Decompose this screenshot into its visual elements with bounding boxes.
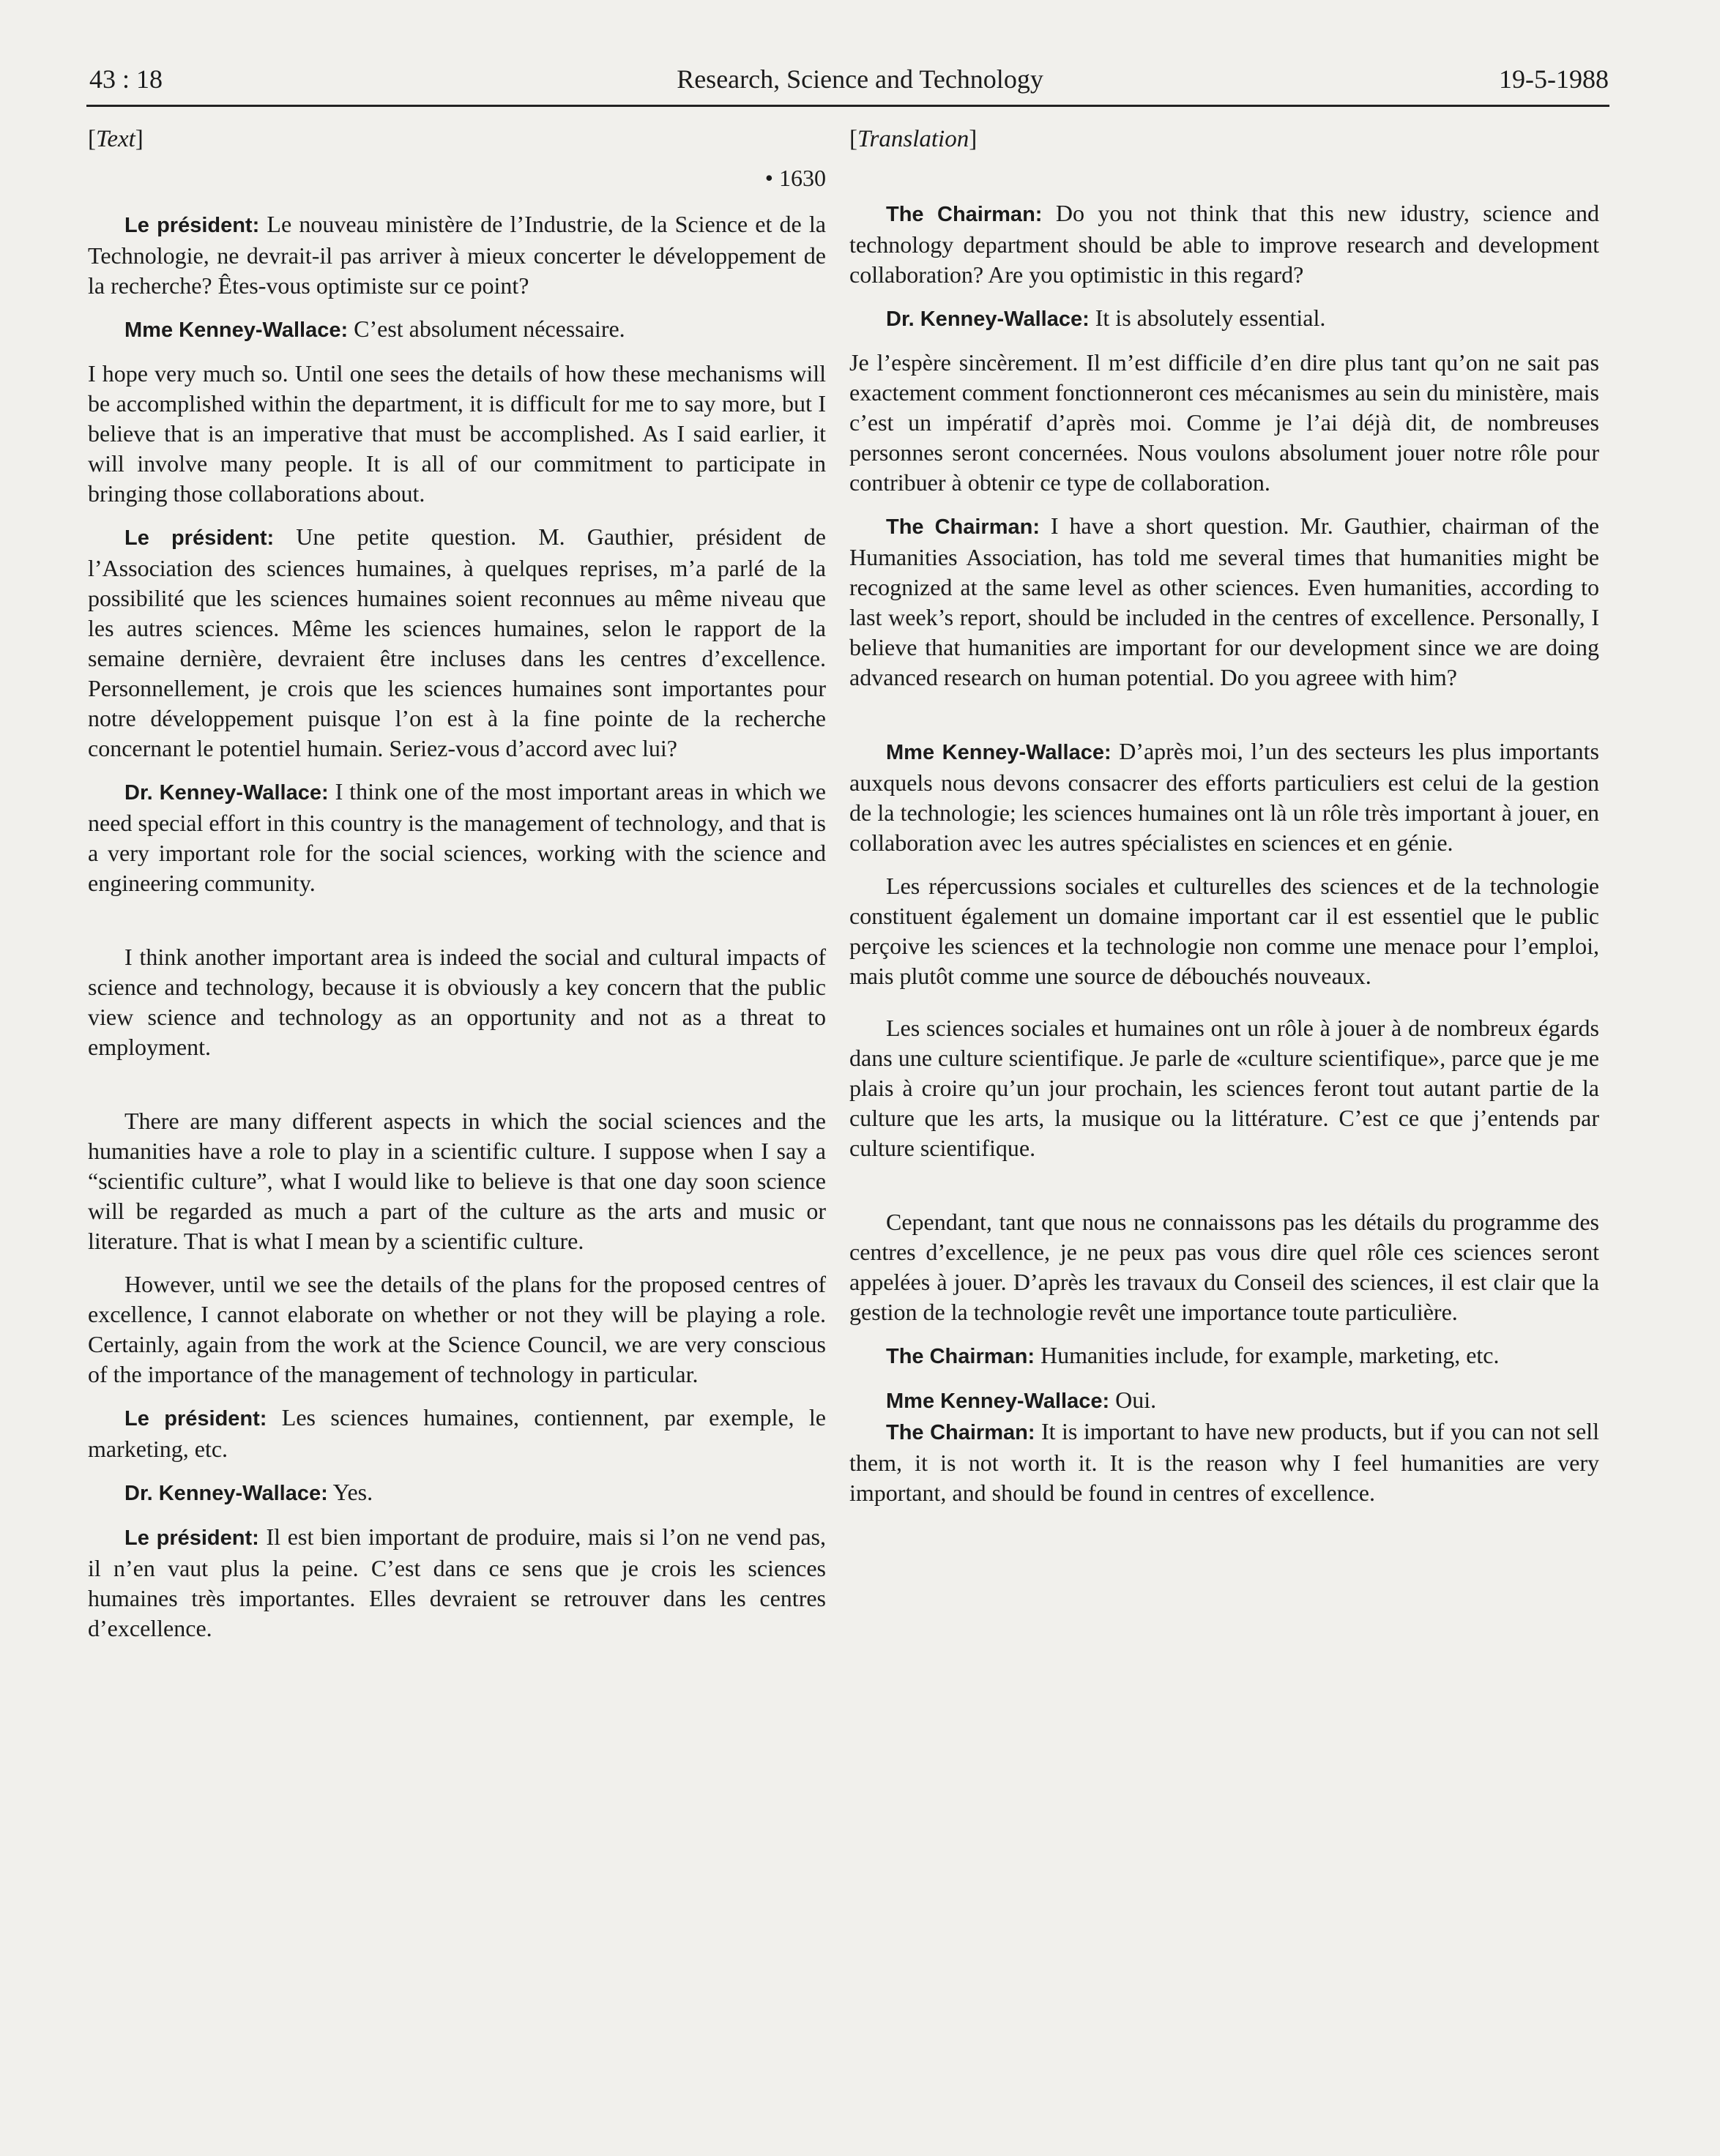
speaker-name: Dr. Kenney-Wallace: — [124, 1482, 328, 1505]
paragraph-text: I think another important area is indeed the social and cultural impacts of science and technology, because it is obviously a key concern that the public view science and technology as an opportunity and not as a threat to employment. — [88, 944, 826, 1060]
paragraph — [88, 1522, 826, 1644]
paragraph — [849, 348, 1599, 498]
paragraph-text: Yes. — [327, 1479, 373, 1505]
speaker-name: The Chairman: — [886, 515, 1040, 539]
paragraph — [849, 1385, 1599, 1417]
column-label: [Translation] — [849, 126, 978, 152]
paragraph — [88, 777, 826, 898]
paragraph — [849, 1207, 1599, 1327]
paragraph-text: Je l’espère sincèrement. Il m’est difficile d’en dire plus tant qu’on ne sait pas exactement comment fonctionneront ces mécanismes au sein du ministère, mais c’est un impératif d’après moi. Comme je l’ai déjà dit, de nombreuses personnes seront concernées. Nous voulons absolument jouer notre rôle pour contribuer à obtenir ce type de collaboration. — [849, 349, 1599, 496]
speaker-name: The Chairman: — [886, 203, 1043, 226]
paragraph-text: Humanities include, for example, marketing, etc. — [1035, 1342, 1500, 1368]
paragraph-text: I have a short question. Mr. Gauthier, chairman of the Humanities Association, has told me several times that humanities might be recognized at the same level as other sciences. Even humanities, according to last week’s report, should be included in the centres of excellence. Personally, I believe that humanities are important for our development since we are doing advanced research on human potential. Do you agreee with him? — [849, 512, 1600, 690]
speaker-name: Le président: — [124, 1407, 267, 1431]
paragraph — [88, 522, 826, 764]
speaker-name: Mme Kenney-Wallace: — [886, 741, 1112, 764]
speaker-name: Le président: — [124, 214, 260, 237]
paragraph — [849, 303, 1599, 335]
speaker-name: Mme Kenney-Wallace: — [886, 1390, 1110, 1413]
paragraph — [88, 942, 826, 1062]
paragraph-text: Oui. — [1109, 1387, 1157, 1413]
right-column — [849, 124, 1599, 1508]
paragraph — [88, 1403, 826, 1464]
speaker-name: Dr. Kenney-Wallace: — [886, 307, 1090, 331]
time-stamp: • 1630 — [764, 165, 826, 191]
speaker-name: Mme Kenney-Wallace: — [124, 318, 349, 342]
paragraph — [88, 209, 826, 301]
paragraph-text: Do you not think that this new idustry, science and technology department should be able to improve research and development collaboration? Are you optimistic in this regard? — [849, 200, 1599, 288]
paragraph — [849, 1417, 1599, 1508]
paragraph-text: Cependant, tant que nous ne connaissons pas les détails du programme des centres d’excellence, je ne peux pas vous dire quel rôle ces sciences seront appelées à jouer. D’après les travaux du Conseil des sciences, il est clair que la gestion de la technologie revêt une importance toute particulière. — [849, 1209, 1599, 1325]
paragraph-text: Une petite question. M. Gauthier, président de l’Association des sciences humaines, à quelques reprises, m’a parlé de la possibilité que les sciences humaines soient reconnues au même niveau que les autres sciences. Même les sciences humaines, selon le rapport de la semaine dernière, devraient être incluses dans les centres d’excellence. Personnellement, je crois que les sciences humaines sont importantes pour notre développement puisque l’on est à la fine pointe de la recherche concernant le potentiel humain. Seriez-vous d’accord avec lui? — [88, 523, 827, 761]
paragraph-text: C’est absolument nécessaire. — [348, 316, 625, 342]
paragraph-text: Les sciences humaines, contiennent, par exemple, le marketing, etc. — [88, 1404, 827, 1462]
page-number: 43 : 18 — [89, 64, 163, 94]
speaker-name: The Chairman: — [886, 1345, 1035, 1368]
left-column — [88, 124, 826, 1644]
running-title: Research, Science and Technology — [677, 64, 1043, 94]
paragraph — [88, 359, 826, 509]
paragraph — [849, 198, 1599, 290]
paragraph-text: It is absolutely essential. — [1089, 305, 1326, 331]
paragraph-text: I think one of the most important areas in which we need special effort in this country is the management of technology, and that is a very important role for the social sciences, working with the science and engineering community. — [88, 778, 826, 896]
paragraph-text: Les répercussions sociales et culturelles des sciences et de la technologie constituent également un domaine important car il est essentiel que le public perçoive les sciences et la technologie non comme une menace pour l’emploi, mais plutôt comme une source de débouchés nouveaux. — [849, 873, 1599, 989]
paragraph — [849, 511, 1599, 693]
paragraph — [88, 314, 826, 346]
paragraph — [88, 1269, 826, 1390]
column-label: [Text] — [88, 126, 144, 152]
paragraph — [88, 1477, 826, 1509]
paragraph — [849, 1340, 1599, 1372]
paragraph — [88, 1106, 826, 1256]
paragraph-text: D’après moi, l’un des secteurs les plus importants auxquels nous devons consacrer des efforts particuliers est celui de la gestion de la technologie; les sciences humaines ont là un rôle très important à jouer, en collaboration avec les autres spécialistes en sciences et en génie. — [849, 738, 1599, 856]
speaker-name: Le président: — [124, 1526, 259, 1550]
header-rule — [86, 105, 1609, 107]
paragraph-text: Il est bien important de produire, mais si l’on ne vend pas, il n’en vaut plus la peine. C’est dans ce sens que je crois les sciences humaines très importantes. Elles devraient se retrouver dans les centres d’excellence. — [88, 1523, 827, 1641]
paragraph-text: There are many different aspects in which the social sciences and the humanities have a role to play in a scientific culture. I suppose when I say a “scientific culture”, what I would like to believe is that one day soon science will be regarded as much a part of the culture as the arts and music or literature. That is what I mean by a scientific culture. — [88, 1108, 826, 1254]
paragraph — [849, 871, 1599, 991]
paragraph — [849, 1013, 1599, 1163]
paragraph — [849, 736, 1599, 858]
paragraph-text: Les sciences sociales et humaines ont un rôle à jouer à de nombreux égards dans une culture scientifique. Je parle de «culture scientifique», parce que je me plais à croire qu’un jour prochain, les sciences feront tout autant partie de la culture que les arts, la musique ou la littérature. C’est ce que j’entends par culture scientifique. — [849, 1015, 1599, 1161]
speaker-name: The Chairman: — [886, 1421, 1035, 1444]
paragraph-text: I hope very much so. Until one sees the details of how these mechanisms will be accomplished within the department, it is difficult for me to say more, but I believe that is an imperative that must be accomplished. As I said earlier, it will involve many people. It is all of our commitment to participate in bringing those collaborations about. — [88, 360, 826, 507]
paragraph-text: However, until we see the details of the plans for the proposed centres of excellence, I cannot elaborate on whether or not they will be playing a role. Certainly, again from the work at the Science Council, we are very conscious of the importance of the management of technology in particular. — [88, 1271, 826, 1387]
page-date: 19-5-1988 — [1499, 64, 1609, 94]
speaker-name: Le président: — [124, 526, 275, 550]
speaker-name: Dr. Kenney-Wallace: — [124, 781, 329, 805]
paragraph-text: It is important to have new products, but if you can not sell them, it is not worth it. It is the reason why I feel humanities are very important, and should be found in centres of excellence. — [849, 1418, 1600, 1506]
paragraph-text: Le nouveau ministère de l’Industrie, de la Science et de la Technologie, ne devrait-il pas arriver à mieux concerter le développement de la recherche? Êtes-vous optimiste sur ce point? — [88, 211, 827, 299]
